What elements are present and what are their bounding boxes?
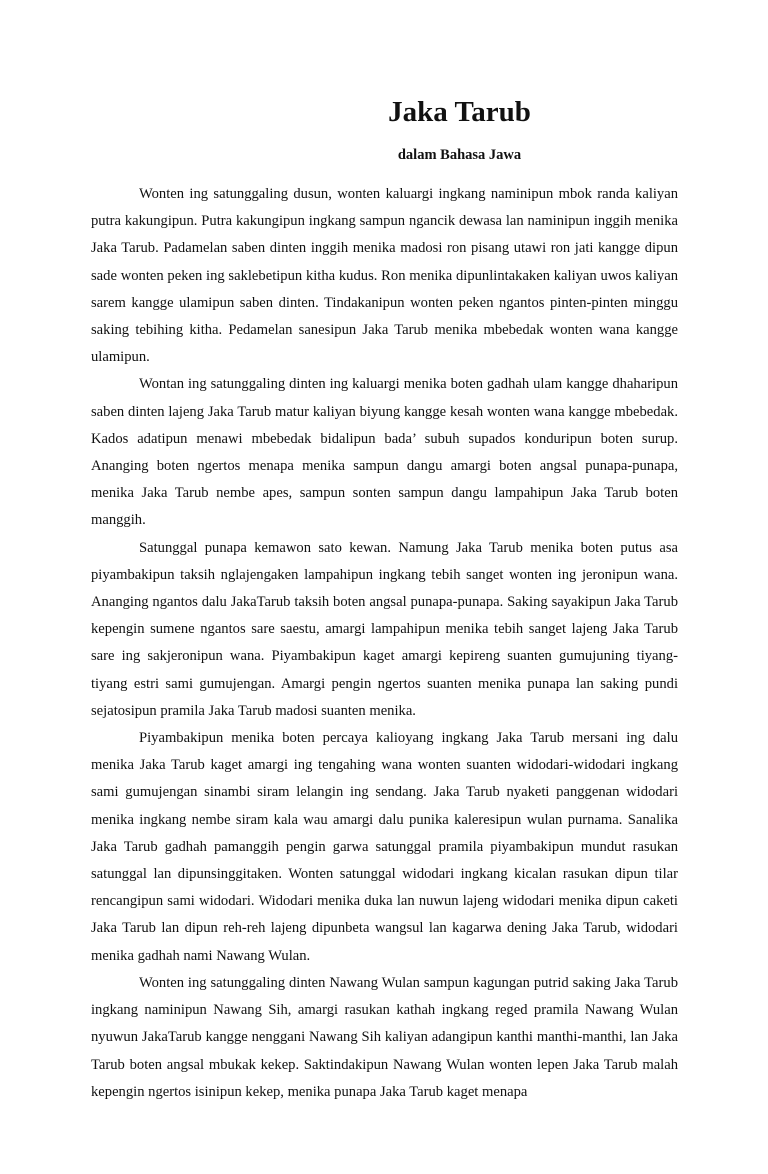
document-title: Jaka Tarub xyxy=(388,96,531,128)
paragraph: Wonten ing satunggaling dinten Nawang Wulan sampun kagungan putrid saking Jaka Tarub ingkang naminipun Nawang Sih, amargi rasukan kathah ingkang reged pramila Nawang Wulan nyuwun JakaTarub kangge nenggani Nawang Sih kaliyan adangipun kanthi manthi-manthi, lan Jaka Tarub boten angsal mbukak kekep. Saktindakipun Nawang Wulan wonten lepen Jaka Tarub malah kepengin ngertos isinipun kekep, menika punapa Jaka Tarub kaget menapa xyxy=(91,974,678,1100)
paragraph: Piyambakipun menika boten percaya kalioyang ingkang Jaka Tarub mersani ing dalu menika Jaka Tarub kaget amargi ing tengahing wana wonten suanten widodari-widodari ingkang sami gumujengan sinambi siram lelangin ing sendang. Jaka Tarub nyaketi panggenan widodari menika ingkang nembe siram kala wau amargi dalu punika kaleresipun wulan purnama. Sanalika Jaka Tarub gadhah pamanggih pengin garwa satunggal pramila piyambakipun mundut rasukan satunggal lan dipunsinggitaken. Wonten satunggal widodari ingkang kicalan rasukan dipun tilar rencangipun sami widodari. Widodari menika duka lan nuwun lajeng widodari menika dipun caketi Jaka Tarub lan dipun reh-reh lajeng dipunbeta wangsul lan kagarwa dening Jaka Tarub, widodari menika gadhah nami Nawang Wulan. xyxy=(91,730,678,964)
document-subtitle: dalam Bahasa Jawa xyxy=(397,147,522,163)
paragraph: Wontan ing satunggaling dinten ing kaluargi menika boten gadhah ulam kangge dhaharipun saben dinten lajeng Jaka Tarub matur kaliyan biyung kangge kesah wonten wana kangge mbebedak. Kados adatipun menawi mbebedak bidalipun bada’ subuh supados konduripun boten surup. Ananging boten ngertos menapa menika sampun dangu amargi boten angsal punapa-punapa, menika Jaka Tarub nembe apes, sampun sonten sampun dangu lampahipun Jaka Tarub boten manggih. xyxy=(91,376,678,529)
document-page xyxy=(91,92,678,1106)
document-body xyxy=(91,181,678,1106)
paragraph: Wonten ing satunggaling dusun, wonten kaluargi ingkang naminipun mbok randa kaliyan putra kakungipun. Putra kakungipun ingkang sampun ngancik dewasa lan naminipun inggih menika Jaka Tarub. Padamelan saben dinten inggih menika madosi ron pisang utawi ron jati kangge dipun sade wonten peken ing saklebetipun kitha kudus. Ron menika dipunlintakaken kaliyan uwos kaliyan sarem kangge ulamipun saben dinten. Tindakanipun wonten peken ngantos pinten-pinten minggu saking tebihing kitha. Pedamelan sanesipun Jaka Tarub menika mbebedak wonten wana kangge ulamipun. xyxy=(91,186,678,366)
paragraph: Satunggal punapa kemawon sato kewan. Namung Jaka Tarub menika boten putus asa piyambakipun taksih nglajengaken lampahipun ingkang tebih sanget wonten ing jeronipun wana. Ananging ngantos dalu JakaTarub taksih boten angsal punapa-punapa. Saking sayakipun Jaka Tarub kepengin sumene ngantos sare saestu, amargi lampahipun menika tebih sanget lajeng Jaka Tarub sare ing sakjeronipun wana. Piyambakipun kaget amargi kepireng suanten gumujuning tiyang-tiyang estri sami gumujengan. Amargi pengin ngertos suanten menika punapa lan saking pundi sejatosipun pramila Jaka Tarub madosi suanten menika. xyxy=(91,539,678,719)
